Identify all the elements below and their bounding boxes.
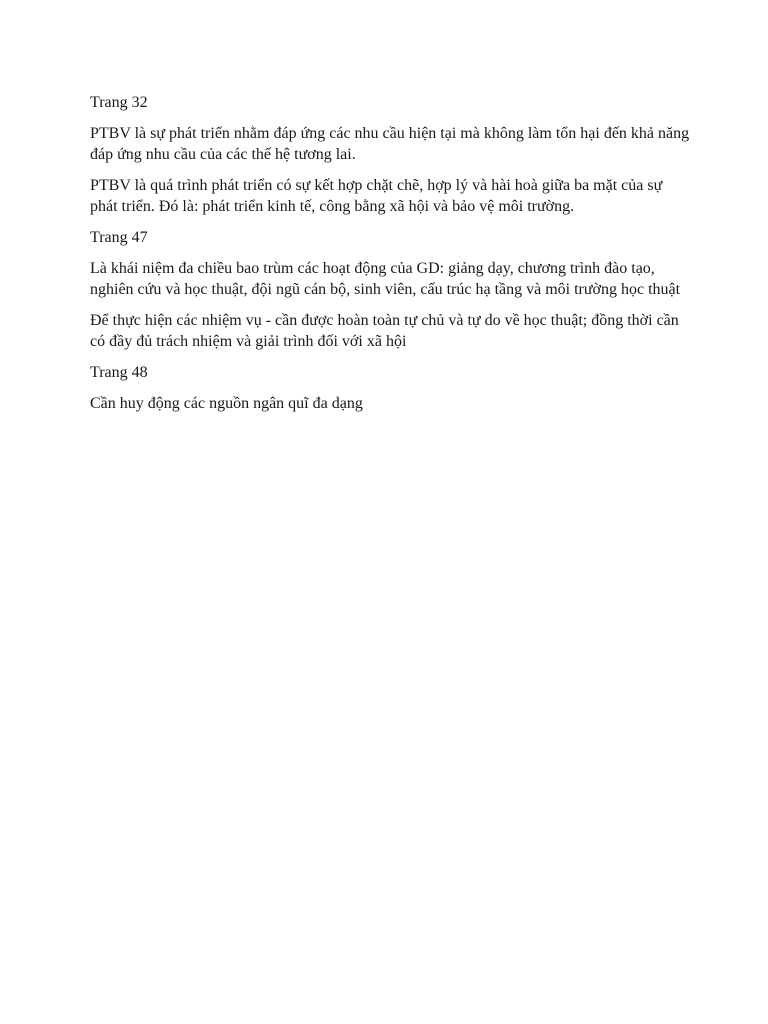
document-body xyxy=(90,92,690,424)
paragraph-tasks: Để thực hiện các nhiệm vụ - cần được hoàn toàn tự chủ và tự do về học thuật; đồng thời cần có đầy đủ trách nhiệm và giải trình đối với xã hội xyxy=(90,312,679,350)
paragraph-ptbv-process: PTBV là quá trình phát triển có sự kết hợp chặt chẽ, hợp lý và hài hoà giữa ba mặt của sự phát triển. Đó là: phát triển kinh tế, công bằng xã hội và bảo vệ môi trường. xyxy=(90,177,663,215)
paragraph-ptbv-definition: PTBV là sự phát triển nhằm đáp ứng các nhu cầu hiện tại mà không làm tổn hại đến khả năng đáp ứng nhu cầu của các thế hệ tương lai. xyxy=(90,125,690,163)
paragraph-concept: Là khái niệm đa chiều bao trùm các hoạt động của GD: giảng dạy, chương trình đào tạo, nghiên cứu và học thuật, đội ngũ cán bộ, sinh viên, cấu trúc hạ tầng và môi trường học thuật xyxy=(90,260,681,298)
page-heading-trang-32: Trang 32 xyxy=(90,94,148,111)
paragraph-funding: Cần huy động các nguồn ngân quĩ đa dạng xyxy=(90,395,363,412)
page-heading-trang-48: Trang 48 xyxy=(90,364,148,381)
page-heading-trang-47: Trang 47 xyxy=(90,229,148,246)
